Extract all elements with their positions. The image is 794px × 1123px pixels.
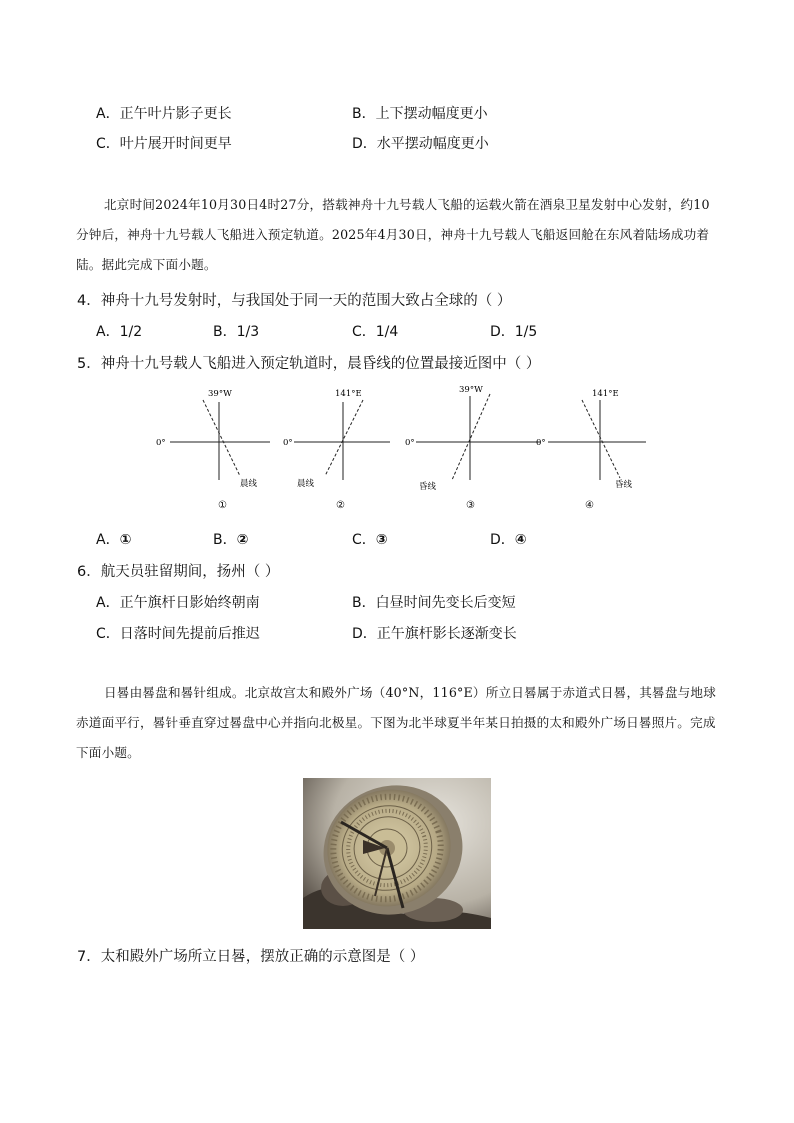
q5-option-d-letter: D． <box>490 532 515 548</box>
diagram-4-number: ④ <box>585 500 594 511</box>
diagram-3-equator: 0° <box>405 438 415 448</box>
q5-stem: 5．神舟十九号载人飞船进入预定轨道时，晨昏线的位置最接近图中（ ） <box>77 356 541 372</box>
q5-option-c <box>352 529 388 549</box>
q5-option-b <box>213 529 248 549</box>
q3-option-a: A．正午叶片影子更长 <box>96 106 232 122</box>
q4-stem: 4．神舟十九号发射时，与我国处于同一天的范围大致占全球的（ ） <box>77 293 512 309</box>
passage-sundial <box>76 678 718 768</box>
diagram-1-line-label: 晨线 <box>240 479 258 489</box>
passage-shenzhou-text: 北京时间2024年10月30日4时27分，搭载神舟十九号载人飞船的运载火箭在酒泉卫星发射中心发射，约10分钟后，神舟十九号载人飞船进入预定轨道。2025年4月30日，神舟十九号载人飞船返回舱在东风着陆场成功着陆。据此完成下面小题。 <box>76 197 710 272</box>
q3-option-b: B．上下摆动幅度更小 <box>352 106 488 122</box>
diagram-4-line-label: 昏线 <box>615 480 633 490</box>
diagram-1-number: ① <box>218 500 227 511</box>
q5-option-a-number: ① <box>119 532 132 548</box>
q4-option-b: B．1/3 <box>213 324 260 340</box>
q6-stem: 6．航天员驻留期间，扬州（ ） <box>77 564 280 580</box>
q6-option-c: C．日落时间先提前后推迟 <box>96 626 260 642</box>
q4-option-a: A．1/2 <box>96 324 143 340</box>
q4-option-c: C．1/4 <box>352 324 399 340</box>
q6-option-b: B．白昼时间先变长后变短 <box>352 595 516 611</box>
diagram-4-equator: 0° <box>536 438 546 448</box>
diagram-3-line-label: 昏线 <box>419 482 437 492</box>
diagram-3 <box>405 385 540 511</box>
diagram-2-line-label: 晨线 <box>297 479 315 489</box>
q4-option-d: D．1/5 <box>490 324 538 340</box>
q5-option-d <box>490 529 527 549</box>
passage-shenzhou <box>76 190 718 280</box>
q3-option-d: D．水平摆动幅度更小 <box>352 136 489 152</box>
passage-sundial-text: 日晷由晷盘和晷针组成。北京故宫太和殿外广场（40°N，116°E）所立日晷属于赤道式日晷，其晷盘与地球赤道面平行，晷针垂直穿过晷盘中心并指向北极星。下图为北半球夏半年某日拍摄的太和殿外广场日晷照片。完成下面小题。 <box>76 685 717 760</box>
diagram-4 <box>536 389 646 511</box>
diagram-2 <box>283 389 390 511</box>
q6-option-d: D．正午旗杆影长逐渐变长 <box>352 626 517 642</box>
diagram-1-equator: 0° <box>156 438 166 448</box>
q5-option-b-letter: B． <box>213 532 237 548</box>
q3-option-c: C．叶片展开时间更早 <box>96 136 232 152</box>
diagram-3-number: ③ <box>466 500 475 511</box>
q5-option-a-letter: A． <box>96 532 120 548</box>
q5-option-c-number: ③ <box>375 532 388 548</box>
diagram-2-number: ② <box>336 500 345 511</box>
diagram-4-meridian: 141°E <box>592 389 619 399</box>
diagram-2-meridian: 141°E <box>335 389 362 399</box>
q5-option-a <box>96 529 131 549</box>
q5-option-c-letter: C． <box>352 532 376 548</box>
q6-option-a: A．正午旗杆日影始终朝南 <box>96 595 260 611</box>
sundial-photo <box>303 778 491 929</box>
diagram-1-meridian: 39°W <box>208 389 232 399</box>
terminator-diagrams <box>150 380 660 514</box>
q7-stem: 7．太和殿外广场所立日晷，摆放正确的示意图是（ ） <box>77 949 425 965</box>
q5-option-d-number: ④ <box>514 532 527 548</box>
q5-option-b-number: ② <box>236 532 249 548</box>
diagram-1 <box>156 389 270 511</box>
diagram-2-equator: 0° <box>283 438 293 448</box>
diagram-3-meridian: 39°W <box>459 385 483 395</box>
